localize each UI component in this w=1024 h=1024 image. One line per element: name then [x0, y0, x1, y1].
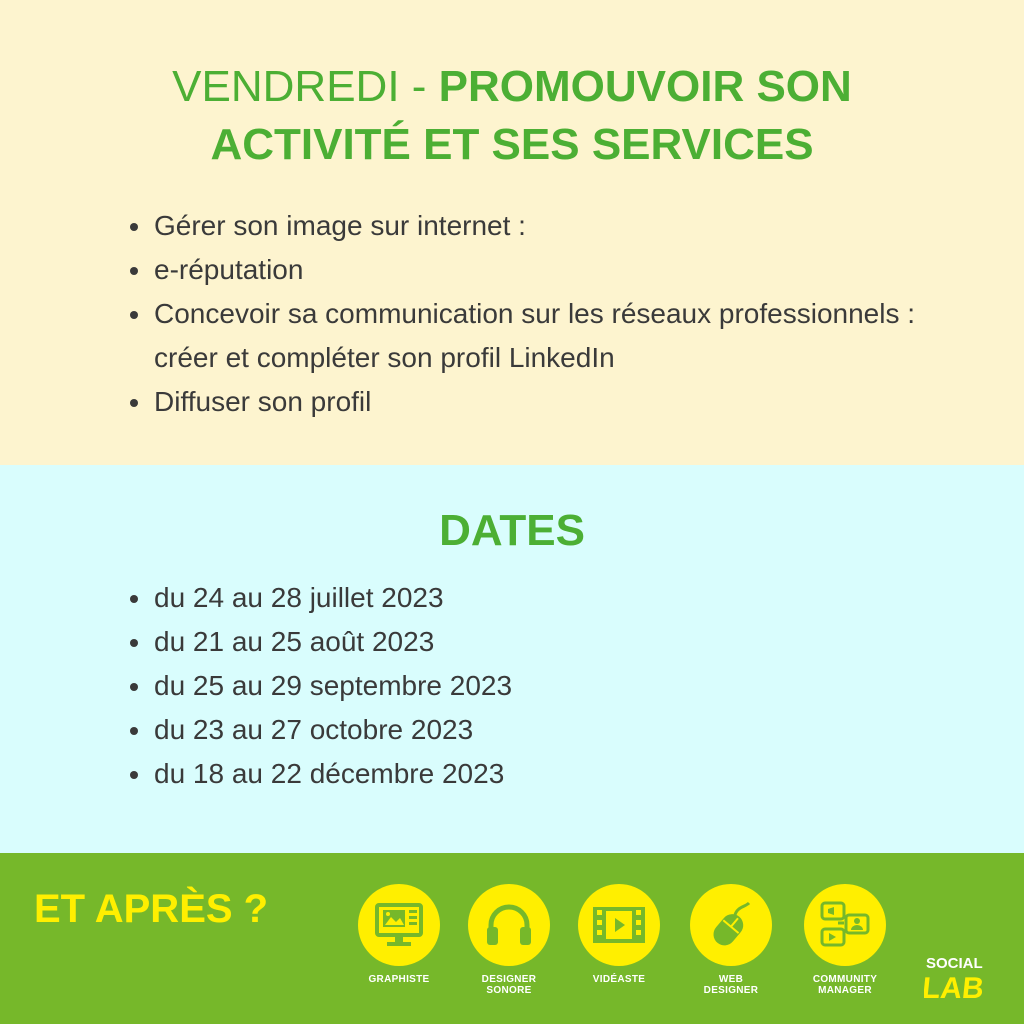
job-label: DESIGNER SONORE — [481, 974, 537, 996]
list-item: du 23 au 27 octobre 2023 — [128, 708, 828, 752]
job-label: VIDÉASTE — [592, 974, 646, 985]
job-designer-sonore — [449, 884, 569, 996]
title-day: VENDREDI - — [172, 62, 439, 111]
list-item: du 21 au 25 août 2023 — [128, 620, 828, 664]
job-graphiste — [339, 884, 459, 985]
job-community-manager — [785, 884, 905, 996]
page-title — [100, 58, 924, 174]
job-web-designer — [671, 884, 791, 996]
job-label: WEB DESIGNER — [703, 974, 759, 996]
dates-list — [128, 576, 828, 796]
social-lab-logo — [924, 952, 1000, 1002]
list-item: du 24 au 28 juillet 2023 — [128, 576, 828, 620]
headphones-icon — [468, 884, 550, 966]
svg-text:SOCIAL: SOCIAL — [926, 955, 983, 972]
mouse-icon — [690, 884, 772, 966]
job-label: COMMUNITY MANAGER — [812, 974, 878, 996]
list-item: du 25 au 29 septembre 2023 — [128, 664, 828, 708]
job-label: GRAPHISTE — [368, 974, 430, 985]
monitor-image-icon — [358, 884, 440, 966]
list-item: du 18 au 22 décembre 2023 — [128, 752, 828, 796]
film-strip-icon — [578, 884, 660, 966]
social-media-icon — [804, 884, 886, 966]
list-item: e-réputation — [128, 248, 948, 292]
dates-heading: DATES — [439, 506, 585, 555]
activities-list — [128, 204, 948, 424]
title-topic: PROMOUVOIR SON ACTIVITÉ ET SES SERVICES — [210, 62, 852, 169]
after-heading: ET APRÈS ? — [34, 887, 269, 931]
list-item: Concevoir sa communication sur les réseaux professionnels : créer et compléter son profil LinkedIn — [128, 292, 948, 380]
job-videaste — [559, 884, 679, 985]
list-item: Gérer son image sur internet : — [128, 204, 948, 248]
list-item: Diffuser son profil — [128, 380, 948, 424]
svg-text:LAB: LAB — [924, 972, 986, 1002]
